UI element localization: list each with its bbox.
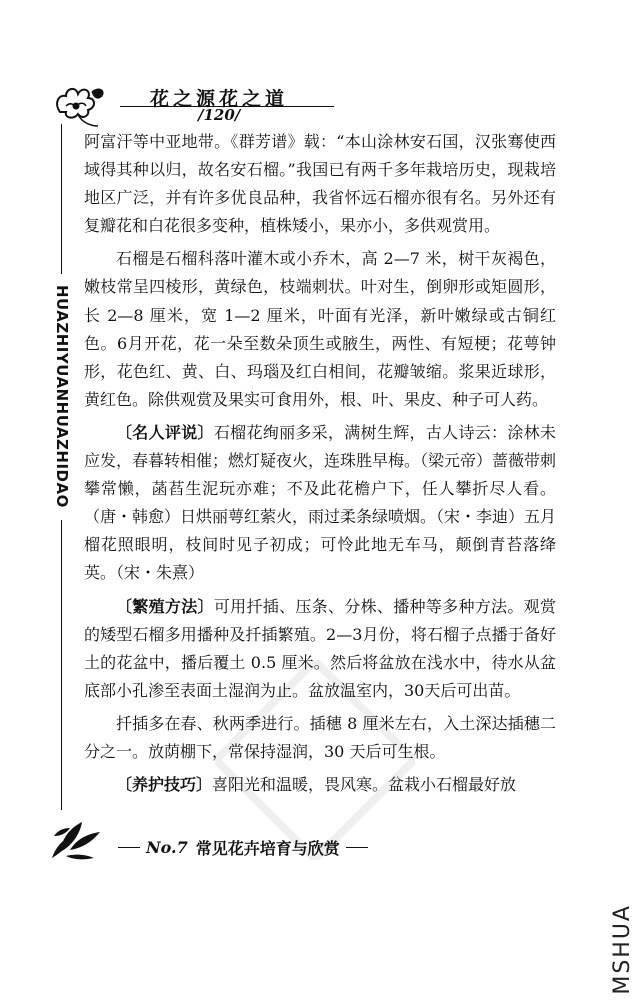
side-running-text: HUAZHIYUANHUAZHIDAO [53, 285, 71, 508]
paragraph-text: 可用扦插、压条、分株、播种等多种方法。观赏的矮型石榴多用播种及扦插繁殖。2—3月份，将石榴子点播于备好土的花盆中，播后覆土 0.5 厘米。然后将盆放在浅水中，待水从盆底部小孔渗至表面土湿润为止。盆放温室内，30天后可出苗。 [84, 596, 556, 700]
paragraph-text: 阿富汗等中亚地带。《群芳谱》载：“本山涂林安石国，汉张骞使西域得其种以归，故名安石榴。”我国已有两千多年栽培历史，现栽培地区广泛，并有许多优良品种，我省怀远石榴亦很有名。另外还有复瓣花和白花很多变种，植株矮小，果亦小，多供观赏用。 [84, 132, 556, 236]
running-header-title: 花之源花之道 [150, 88, 289, 110]
section-heading: 〔养护技巧〕 [116, 775, 213, 795]
paragraph-text: 石榴是石榴科落叶灌木或小乔木，高 2—7 米，树干灰褐色，嫩枝常呈四棱形，黄绿色，枝端刺状。叶对生，倒卵形或矩圆形，长 2—8 厘米，宽 1—2 厘米，叶面有光泽，新叶嫩绿或古铜红色。6月开花，花一朵至数朵顶生或腋生，两性、有短梗；花萼钟形，花色红、黄、白、玛瑙及红白相间，花瓣皱缩。浆果近球形，黄红色。除供观赏及果实可食用外，根、叶、果皮、种子可人药。 [84, 249, 556, 409]
margin-rule-bottom [61, 520, 62, 810]
section-heading: 〔繁殖方法〕 [116, 596, 214, 616]
page-number: /120/ [198, 106, 241, 124]
footer-dash [118, 847, 140, 848]
faint-stamp-icon [215, 660, 415, 860]
series-title: 常见花卉培育与欣赏 [195, 839, 340, 858]
paragraph-text: 石榴花绚丽多采，满树生辉，古人诗云：涂林未应发，春暮转相催；燃灯疑夜火，连珠胜早梅。（梁元帝）蔷薇带刺攀常懒，菡萏生泥玩亦难；不及此花檐户下，任人攀折尽人看。（唐・韩愈）日烘丽萼红萦火，雨过柔条绿喷烟。（宋・李迪）五月榴花照眼明，枝间时见子初成；可怜此地无车马，颠倒青苔落绛英。（宋・朱熹） [84, 422, 557, 583]
paragraph-text: 扦插多在春、秋两季进行。插穗 8 厘米左右，入土深达插穗二分之一。放荫棚下，常保持湿润，30 天后可生根。 [84, 713, 556, 761]
leaf-ornament-icon [46, 816, 106, 862]
paragraph [84, 128, 556, 240]
flower-ornament-icon [52, 82, 108, 128]
watermark-text: MSHUA [610, 904, 635, 995]
paragraph [84, 245, 556, 414]
series-number: No.7 [146, 838, 188, 857]
paragraph [84, 419, 556, 588]
margin-rule-top [61, 124, 62, 274]
paragraph-text: 喜阳光和温暖，畏风寒。盆栽小石榴最好放 [212, 775, 517, 795]
section-heading: 〔名人评说〕 [116, 422, 214, 442]
